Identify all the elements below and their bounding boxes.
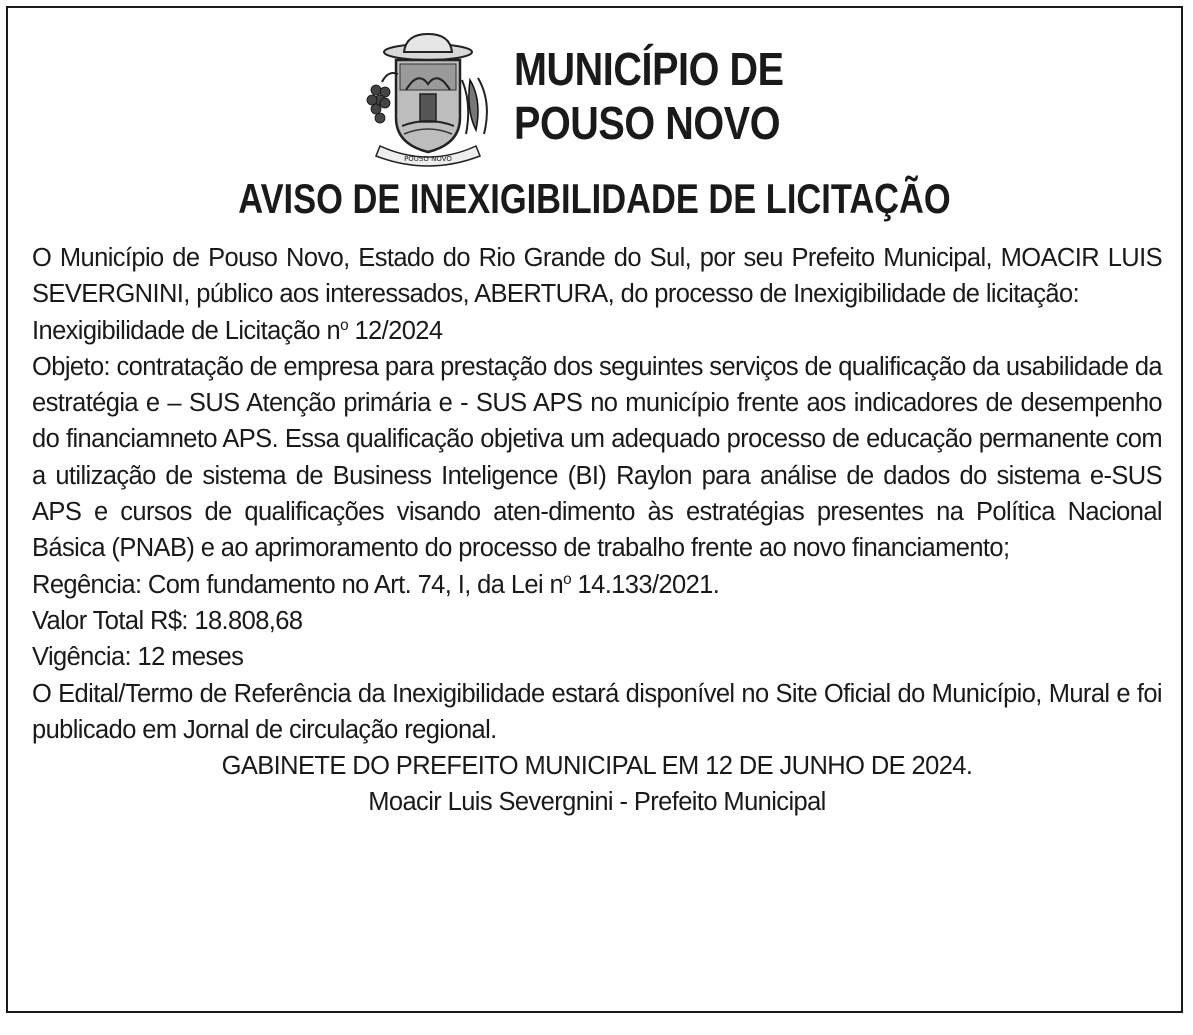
header <box>8 30 1181 170</box>
regency-sup: o <box>563 570 572 588</box>
process-number <box>32 313 1162 349</box>
total-value-line: Valor Total R$: 18.808,68 <box>32 606 303 635</box>
availability-paragraph: O Edital/Termo de Referência da Inexigibilidade estará disponível no Site Oficial do Município, Mural e foi publicado em Jornal de circulação regional. <box>32 679 1162 744</box>
process-number-value: 12/2024 <box>347 316 443 345</box>
municipality-line-2: POUSO NOVO <box>514 97 781 149</box>
process-number-prefix: Inexigibilidade de Licitação n <box>32 316 341 345</box>
municipality-line-1: MUNICÍPIO DE <box>514 43 784 95</box>
municipal-crest-icon <box>358 30 498 170</box>
process-number-sup: o <box>340 316 348 334</box>
signature-line: Moacir Luis Severgnini - Prefeito Municipal <box>368 788 826 817</box>
regency-value: 14.133/2021. <box>571 570 720 599</box>
notice-title: AVISO DE INEXIGIBILIDADE DE LICITAÇÃO <box>238 175 951 222</box>
intro-paragraph: O Município de Pouso Novo, Estado do Rio Grande do Sul, por seu Prefeito Municipal, MOACIR LUIS SEVERGNINI, público aos interessados, ABERTURA, do processo de Inexigibilidade de licitação: <box>32 244 1162 309</box>
municipality-name <box>514 42 784 150</box>
regency-prefix: Regência: Com fundamento no Art. 74, I, da Lei n <box>32 570 564 599</box>
validity-line: Vigência: 12 meses <box>32 643 244 672</box>
object-paragraph: Objeto: contratação de empresa para prestação dos seguintes serviços de qualificação da usabilidade da estratégia e – SUS Atenção primária e - SUS APS no município frente aos indicadores de desempenho do financiamneto APS. Essa qualificação objetiva um adequado processo de educação permanente com a utilização de sistema de Business Inteligence (BI) Raylon para análise de dados do sistema e-SUS APS e cursos de qualificações visando aten-dimento às estratégias presentes na Política Nacional Básica (PNAB) e ao aprimoramento do processo de trabalho frente ao novo financiamento; <box>32 352 1162 563</box>
notice-body <box>32 240 1162 821</box>
notice-frame <box>6 6 1183 1013</box>
regency-line <box>32 567 1162 603</box>
office-date-line: GABINETE DO PREFEITO MUNICIPAL EM 12 DE JUNHO DE 2024. <box>221 752 973 781</box>
crest-ribbon-text: POUSO NOVO <box>404 155 452 163</box>
